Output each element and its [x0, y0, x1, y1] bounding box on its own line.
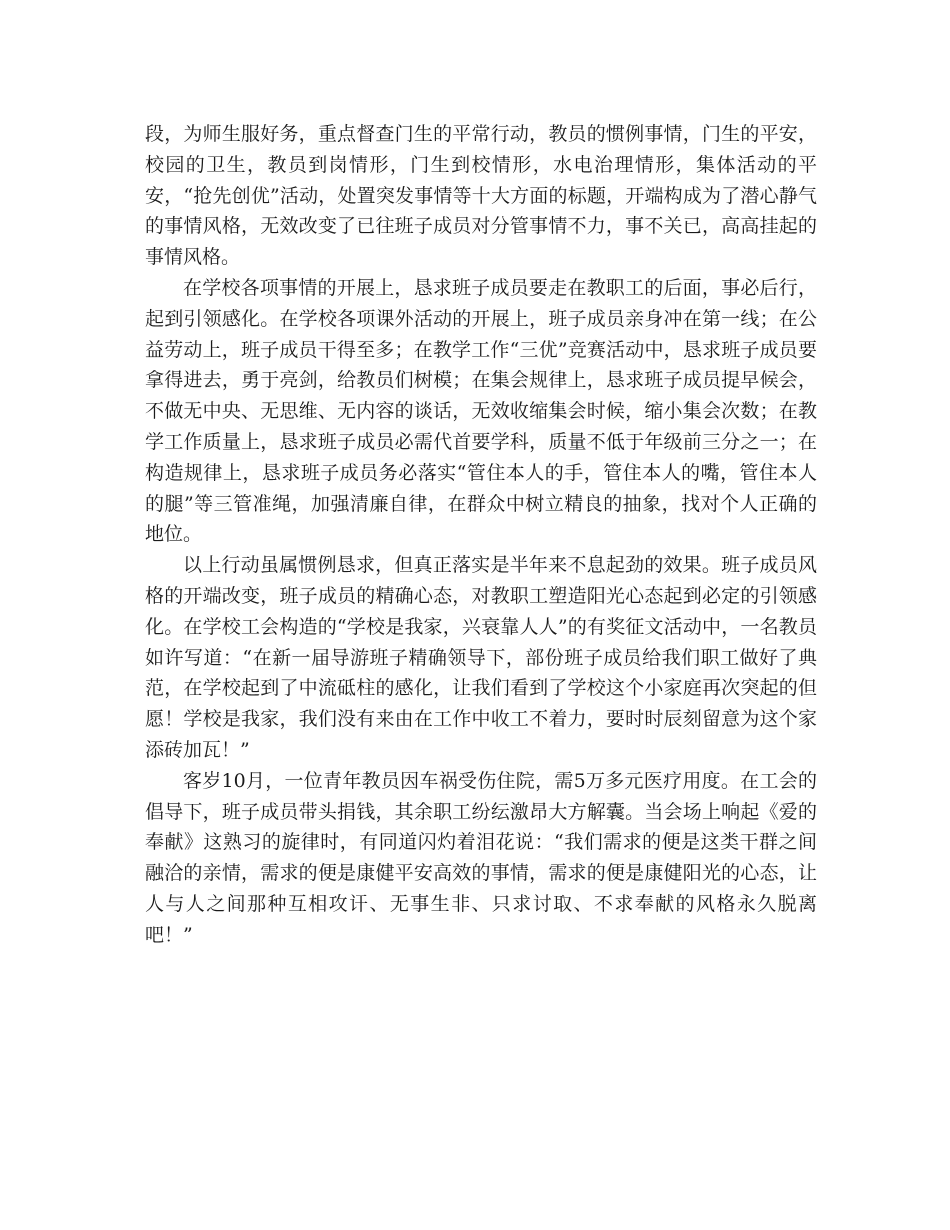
document-body [145, 119, 817, 951]
paragraph-leadership-example: 在学校各项事情的开展上，恳求班子成员要走在教职工的后面，事必后行，起到引领感化。在学校各项课外活动的开展上，班子成员亲身冲在第一线；在公益劳动上，班子成员干得至多；在教学工作“三优”竞赛活动中，恳求班子成员要拿得进去，勇于亮剑，给教员们树模；在集会规律上，恳求班子成员提早候会，不做无中央、无思维、无内容的谈话，无效收缩集会时候，缩小集会次数；在教学工作质量上，恳求班子成员必需代首要学科，质量不低于年级前三分之一；在构造规律上，恳求班子成员务必落实“管住本人的手，管住本人的嘴，管住本人的腿”等三管准绳，加强清廉自律，在群众中树立精良的抽象，找对个人正确的地位。 [145, 276, 817, 546]
paragraph-results: 以上行动虽属惯例恳求，但真正落实是半年来不息起劲的效果。班子成员风格的开端改变，班子成员的精确心态，对教职工塑造阳光心态起到必定的引领感化。在学校工会构造的“学校是我家，兴衰靠人人”的有奖征文活动中，一名教员如许写道：“在新一届导游班子精确领导下，部份班子成员给我们职工做好了典范，在学校起到了中流砥柱的感化，让我们看到了学校这个小家庭再次突起的但愿！学校是我家，我们没有来由在工作中收工不着力，要时时辰刻留意为这个家添砖加瓦！” [145, 554, 817, 761]
paragraph-donation: 客岁10月，一位青年教员因车祸受伤住院，需5万多元医疗用度。在工会的倡导下，班子成员带头捐钱，其余职工纷纭激昂大方解囊。当会场上响起《爱的奉献》这熟习的旋律时，有同道闪灼着泪花说：“我们需求的便是这类干群之间融洽的亲情，需求的便是康健平安高效的事情，需求的便是康健阳光的心态，让人与人之间那种互相攻讦、无事生非、只求讨取、不求奉献的风格永久脱离吧！” [145, 769, 817, 946]
paragraph-continued: 段，为师生服好务，重点督查门生的平常行动，教员的惯例事情，门生的平安，校园的卫生，教员到岗情形，门生到校情形，水电治理情形，集体活动的平安，“抢先创优”活动，处置突发事情等十大方面的标题，开端构成为了潜心静气的事情风格，无效改变了已往班子成员对分管事情不力，事不关已，高高挂起的事情风格。 [145, 123, 817, 269]
